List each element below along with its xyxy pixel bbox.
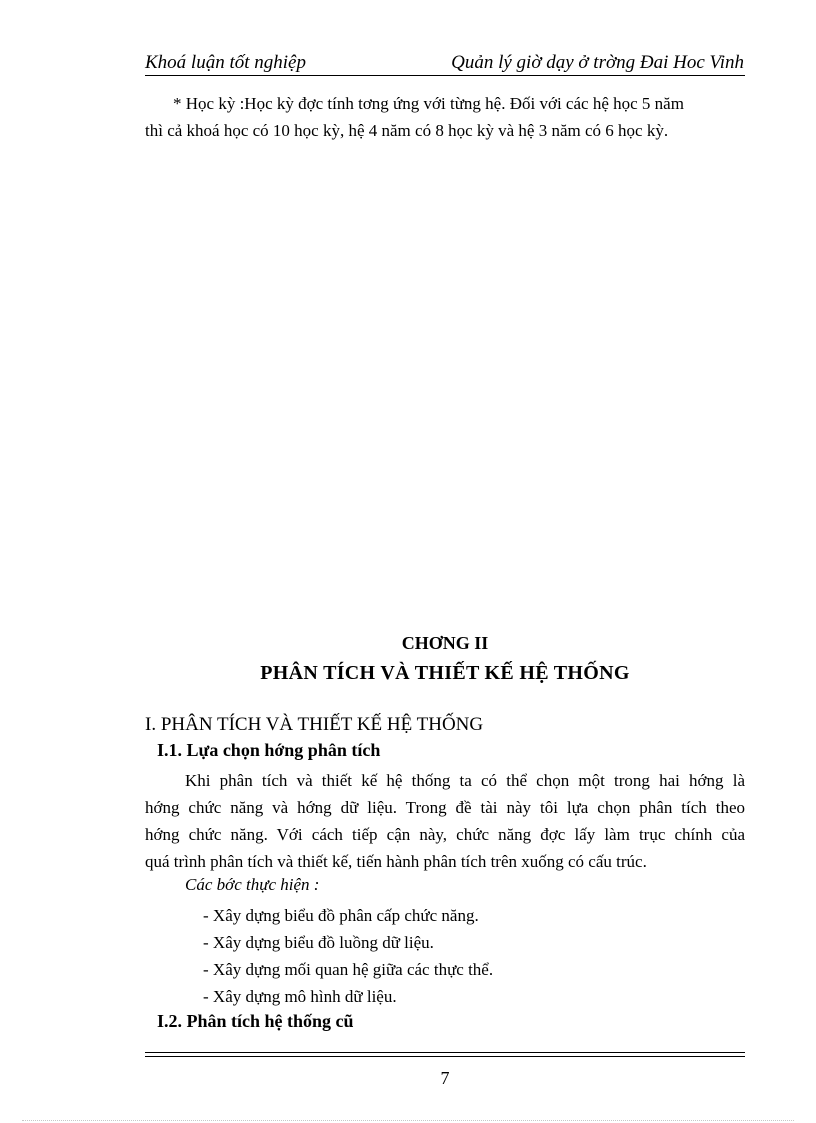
steps-label: Các bớc thực hiện :: [185, 875, 320, 894]
header-right-title: Quản lý giờ dạy ở trờng Đai Hoc Vinh: [451, 52, 744, 73]
paragraph-line: quá trình phân tích và thiết kế, tiến hành phân tích trên xuống có cấu trúc.: [145, 852, 647, 871]
step-item: - Xây dựng mối quan hệ giữa các thực thể.: [203, 960, 494, 979]
header-divider: [145, 75, 745, 76]
step-item: - Xây dựng biểu đồ luồng dữ liệu.: [203, 933, 434, 952]
step-item: - Xây dựng mô hình dữ liệu.: [203, 987, 397, 1006]
subsection-1-heading: I.1. Lựa chọn hớng phân tích: [157, 740, 381, 760]
paragraph-line: hớng chức năng và hớng dữ liệu. Trong đề tài này tôi lựa chọn phân tích theo: [145, 798, 745, 817]
top-paragraph-line-2: thì cả khoá học có 10 học kỳ, hệ 4 năm có 8 học kỳ và hệ 3 năm có 6 học kỳ.: [145, 121, 669, 140]
paragraph-line: hớng chức năng. Với cách tiếp cận này, chức năng đợc lấy làm trục chính của: [145, 825, 745, 844]
chapter-label: CHƠNG II: [401, 633, 489, 653]
header-left-title: Khoá luận tốt nghiệp: [145, 52, 306, 73]
footer-divider-bottom: [145, 1056, 745, 1057]
section-heading: I. PHÂN TÍCH VÀ THIẾT KẾ HỆ THỐNG: [145, 714, 484, 735]
paragraph-line: Khi phân tích và thiết kế hệ thống ta có thể chọn một trong hai hớng là: [185, 771, 745, 790]
footer-divider-top: [145, 1052, 745, 1053]
page-number: 7: [440, 1068, 450, 1088]
step-item: - Xây dựng biểu đồ phân cấp chức năng.: [203, 906, 479, 925]
subsection-2-heading: I.2. Phân tích hệ thống cũ: [157, 1011, 354, 1031]
chapter-title: PHÂN TÍCH VÀ THIẾT KẾ HỆ THỐNG: [260, 662, 630, 684]
page-bottom-dotted-edge: [22, 1120, 794, 1121]
top-paragraph-line-1: * Học kỳ :Học kỳ đợc tính tơng ứng với từng hệ. Đối với các hệ học 5 năm: [173, 94, 684, 113]
